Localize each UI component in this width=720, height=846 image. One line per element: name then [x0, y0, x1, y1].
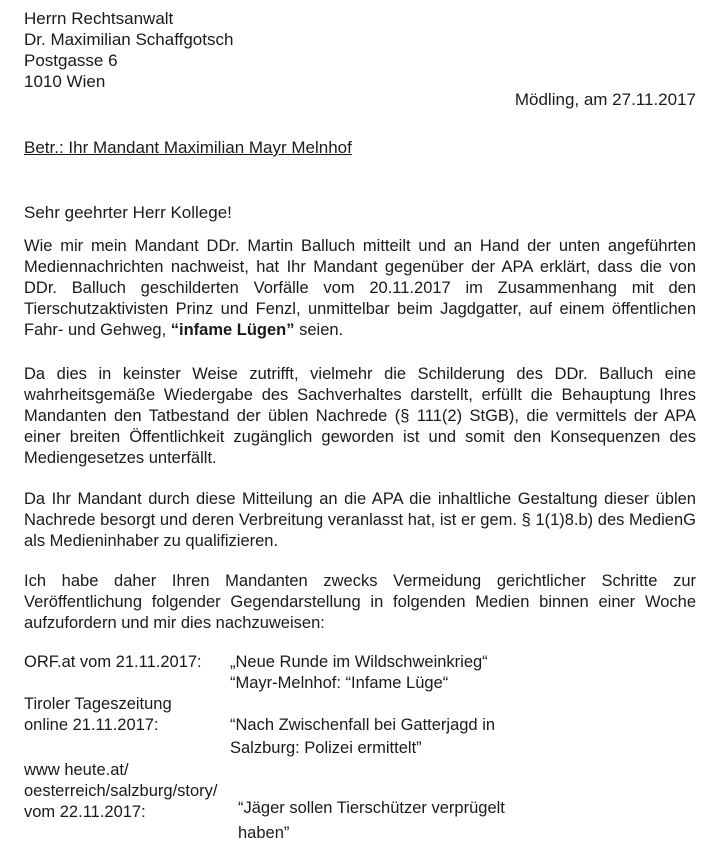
media-item-tiroler-cont-2 [24, 736, 696, 760]
media-item-tiroler-cont [24, 715, 696, 736]
media-item-heute-cont-2 [24, 799, 696, 823]
paragraph-3: Da Ihr Mandant durch diese Mitteilung an die APA die inhaltliche Gestaltung dieser üblen Nachrede besorgt und deren Verbreitung veranlasst hat, ist er gem. § 1(1)8.b) des MedienG als Medieninhaber zu qualifizieren. [24, 490, 696, 550]
paragraph-4: Ich habe daher Ihren Mandanten zwecks Vermeidung gerichtlicher Schritte zur Veröffentlichung folgender Gegendarstellung in folgenden Medien binnen einer Woche aufzufordern und mir dies nachzuweisen: [24, 572, 696, 632]
place-date: Mödling, am 27.11.2017 [514, 90, 696, 109]
media-heute-label-1: www heute.at/ [24, 761, 129, 779]
media-item-orf-cont [24, 673, 696, 694]
recipient-line-1: Herrn Rechtsanwalt [24, 9, 174, 28]
media-item-heute [24, 760, 696, 781]
media-heute-label-2: oesterreich/salzburg/story/ [24, 782, 218, 800]
media-tiroler-title-2: Salzburg: Polizei ermittelt” [230, 739, 422, 757]
paragraph-1-bold-quote: “infame Lügen” [170, 321, 295, 339]
media-heute-title-2: haben” [238, 824, 290, 842]
media-list [24, 652, 696, 844]
paragraph-1-text: Wie mir mein Mandant DDr. Martin Balluch mitteilt und an Hand der unten angeführten Mediennachrichten nachweist, hat Ihr Mandant gegenüber der APA erklärt, dass die von DDr. Balluch geschilderten Vorfälle vom 20.11.2017 im Zusammenhang mit den Tierschutzaktivisten Prinz und Fenzl, unmittelbar beim Jagdgatter, auf einem öffentlichen Fahr- und Gehweg, [24, 237, 696, 339]
media-item-orf [24, 652, 696, 673]
paragraph-1 [24, 236, 696, 341]
media-heute-label-3: vom 22.11.2017: [24, 803, 146, 821]
media-heute-title-1: “Jäger sollen Tierschützer verprügelt [238, 799, 505, 817]
paragraph-1-end: seien. [294, 321, 344, 339]
recipient-address [24, 8, 233, 92]
recipient-line-3: Postgasse 6 [24, 51, 118, 70]
media-item-tiroler [24, 694, 696, 715]
media-item-heute-cont-3 [24, 823, 696, 844]
recipient-line-2: Dr. Maximilian Schaffgotsch [24, 30, 234, 49]
media-orf-label: ORF.at vom 21.11.2017: [24, 653, 202, 671]
salutation: Sehr geehrter Herr Kollege! [24, 203, 232, 222]
paragraph-2: Da dies in keinster Weise zutrifft, vielmehr die Schilderung des DDr. Balluch eine wahrheitsgemäße Wiedergabe des Sachverhaltes darstellt, erfüllt die Behauptung Ihres Mandanten den Tatbestand der üblen Nachrede (§ 111(2) StGB), die vermittels der APA einer breiten Öffentlichkeit zugänglich geworden ist und somit den Konsequenzen des Mediengesetzes unterfällt. [24, 365, 696, 467]
recipient-line-4: 1010 Wien [24, 72, 106, 91]
media-tiroler-label-2: online 21.11.2017: [24, 716, 159, 734]
subject-line: Betr.: Ihr Mandant Maximilian Mayr Melnhof [24, 138, 352, 157]
media-orf-title-1: „Neue Runde im Wildschweinkrieg“ [230, 653, 488, 671]
media-tiroler-label-1: Tiroler Tageszeitung [24, 695, 172, 713]
media-orf-title-2: “Mayr-Melnhof: “Infame Lüge“ [230, 674, 449, 692]
media-tiroler-title-1: “Nach Zwischenfall bei Gatterjagd in [230, 716, 496, 734]
